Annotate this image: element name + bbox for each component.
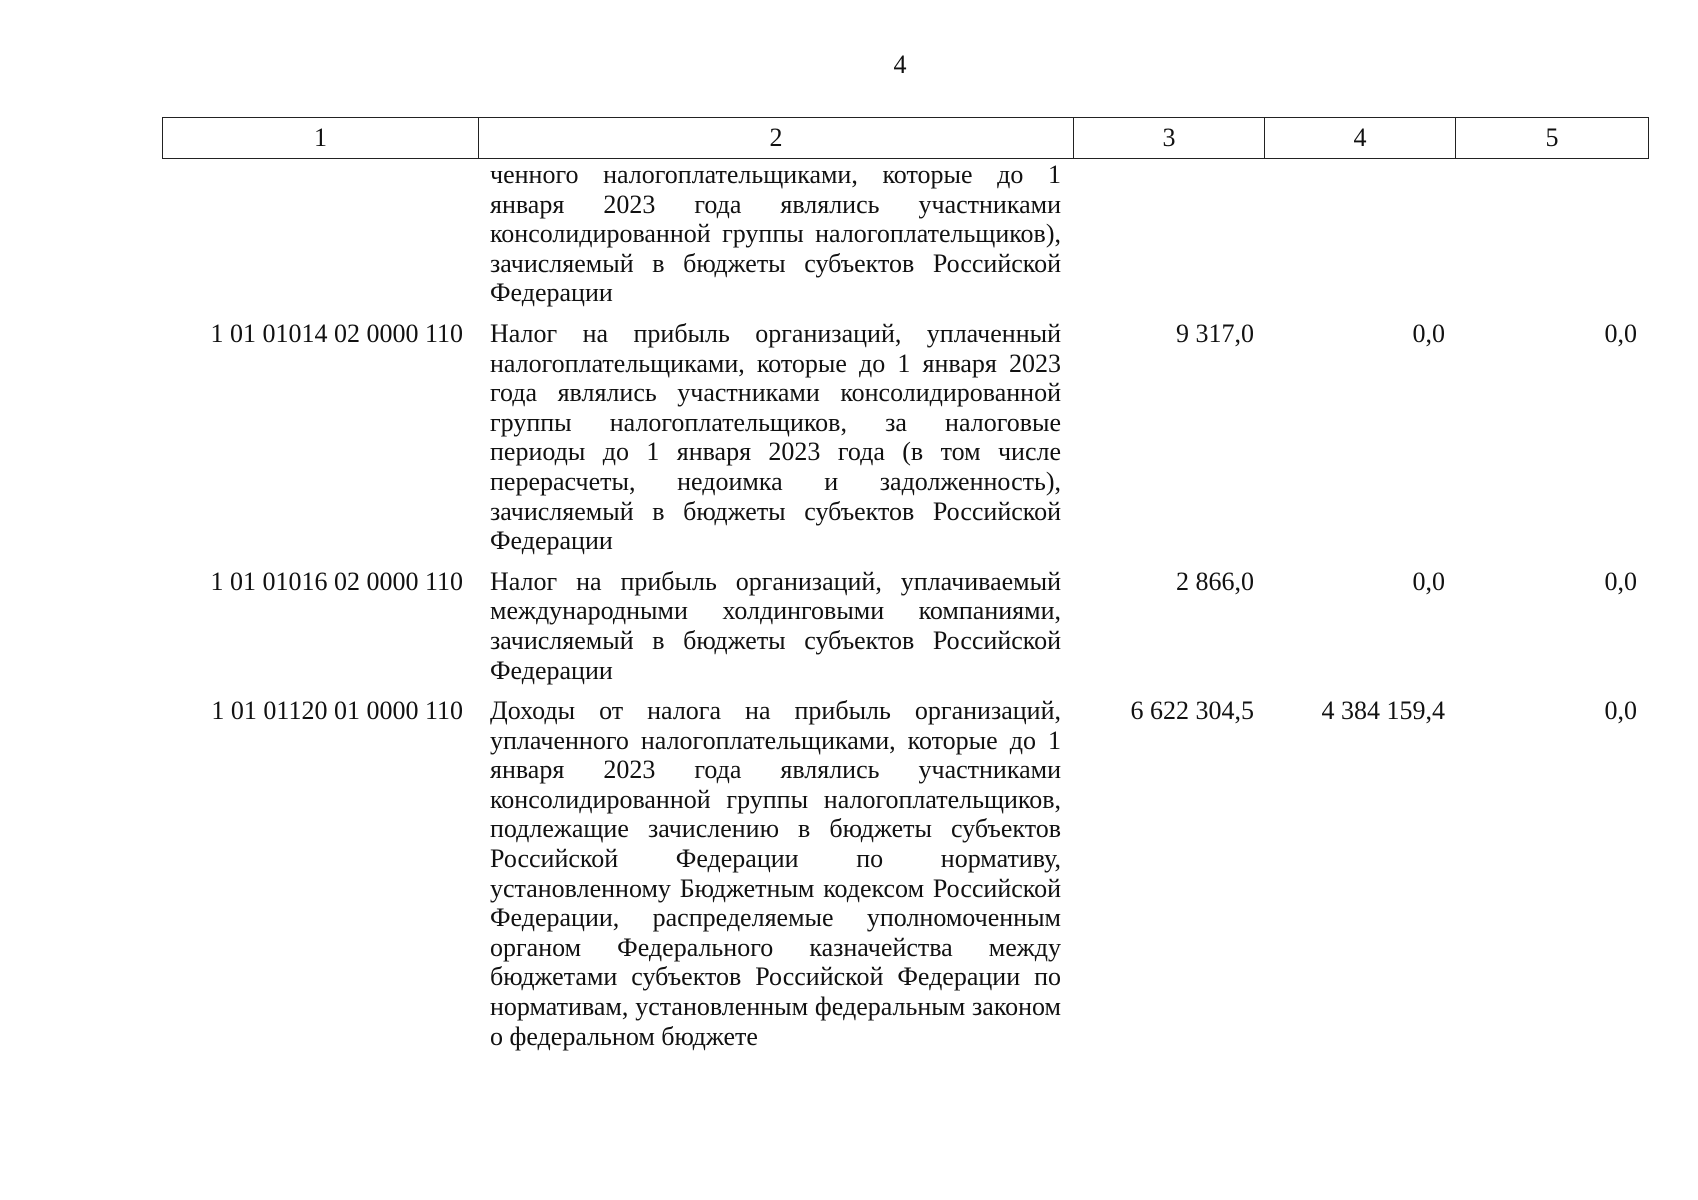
income-description: Налог на прибыль организаций, уплачиваемый международными холдинговыми компаниями, зачисляемый в бюджеты субъектов Российской Федерации [490,566,1061,685]
table-row [162,319,1649,556]
table-body [162,160,1649,1051]
column-header-2: 2 [479,118,1074,158]
table-header-row [162,117,1649,159]
amount-col4: 0,0 [1412,566,1445,596]
amount-col4 [1264,160,1455,308]
amount-col3 [1073,160,1264,308]
amount-col5: 0,0 [1604,696,1637,726]
income-description: ченного налогоплательщиками, которые до 1 января 2023 года являлись участниками консолидированной группы налогоплательщиков), зачисляемый в бюджеты субъектов Российской Федерации [490,160,1061,308]
page-number: 4 [893,50,907,79]
amount-col5: 0,0 [1604,318,1637,348]
budget-code: 1 01 01016 02 0000 110 [210,566,463,596]
table-row [162,696,1649,1051]
column-header-1: 1 [163,118,479,158]
amount-col3: 9 317,0 [1176,318,1254,348]
column-header-5: 5 [1545,123,1559,152]
budget-code: 1 01 01120 01 0000 110 [211,696,463,726]
column-header-3: 3 [1074,118,1265,158]
amount-col5: 0,0 [1604,566,1637,596]
budget-code [162,160,478,308]
column-header-4: 4 [1265,118,1456,158]
budget-code: 1 01 01014 02 0000 110 [210,318,463,348]
income-description: Налог на прибыль организаций, уплаченный налогоплательщиками, которые до 1 января 2023 года являлись участниками консолидированной группы налогоплательщиков, за налоговые периоды до 1 января 2023 года (в том числе перерасчеты, недоимка и задолженность), зачисляемый в бюджеты субъектов Российской Федерации [490,318,1061,556]
amount-col4: 4 384 159,4 [1321,696,1445,726]
table-row [162,160,1649,308]
amount-col4: 0,0 [1412,318,1445,348]
amount-col3: 6 622 304,5 [1130,696,1254,726]
amount-col3: 2 866,0 [1176,566,1254,596]
income-description: Доходы от налога на прибыль организаций, уплаченного налогоплательщиками, которые до 1 января 2023 года являлись участниками консолидированной группы налогоплательщиков, подлежащие зачислению в бюджеты субъектов Российской Федерации по нормативу, установленному Бюджетным кодексом Российской Федерации, распределяемые уполномоченным органом Федерального казначейства между бюджетами субъектов Российской Федерации по нормативам, установленным федеральным законом о федеральном бюджете [490,696,1061,1051]
amount-col5 [1455,160,1647,308]
table-row [162,567,1649,685]
